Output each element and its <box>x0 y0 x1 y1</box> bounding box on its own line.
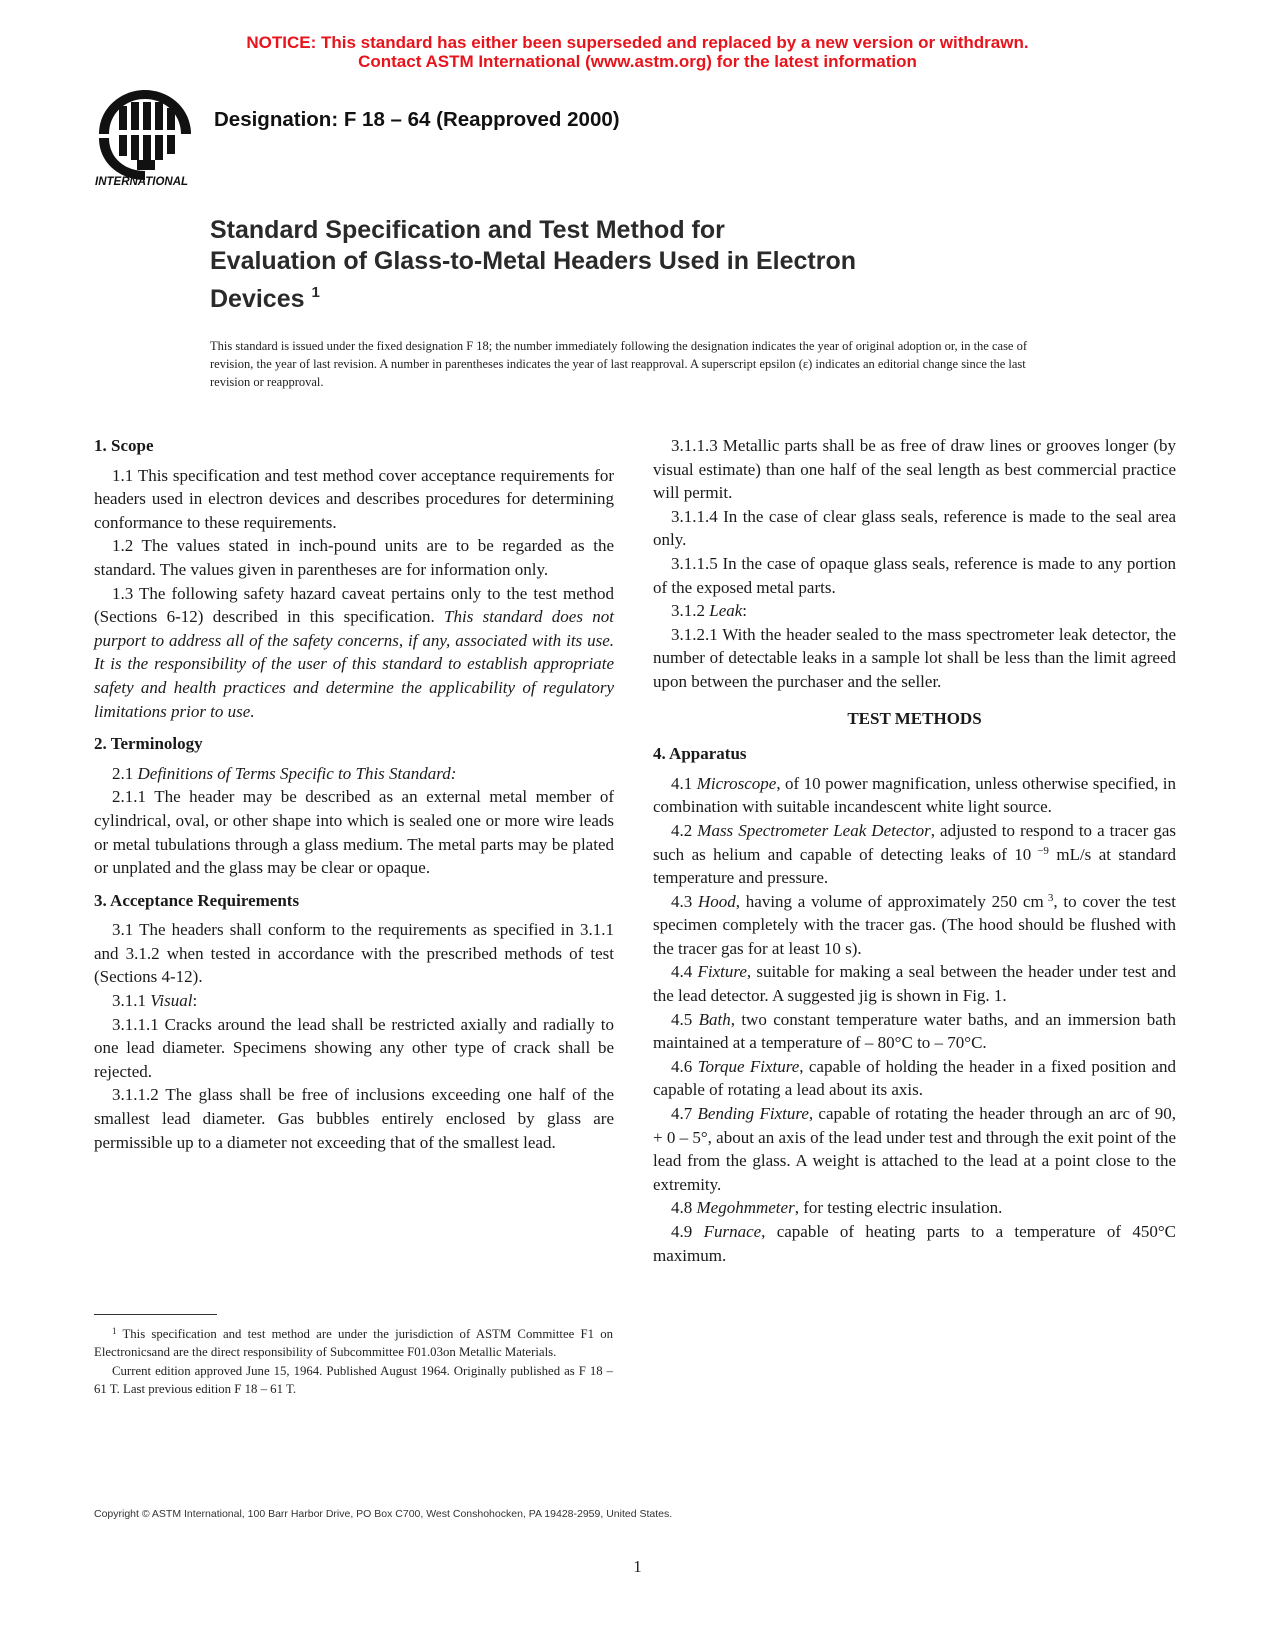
document-title <box>210 215 1110 315</box>
astm-logo-icon <box>93 86 198 186</box>
para-2-1-1: 2.1.1 The header may be described as an external metal member of cylindrical, oval, or other shape into which is sealed one or more wire leads or metal tubulations through a glass medium. The metal parts may be plated or unplated and the glass may be clear or opaque. <box>94 787 614 878</box>
para-3-1-1: 3.1.1 Visual: <box>112 991 198 1011</box>
para-3-1-2: 3.1.2 Leak: <box>671 601 748 621</box>
title-footnote-mark: 1 <box>311 284 320 301</box>
para-2-1: 2.1 Definitions of Terms Specific to This Standard: <box>112 763 457 783</box>
para-4-9: 4.9 Furnace, capable of heating parts to a temperature of 450°C maximum. <box>653 1222 1177 1265</box>
footnote-1: $^1$ This specification and test method are under the jurisdiction of ASTM Committee F1 on Electronicsand are the direct responsibility of Subcommittee F01.03on Metallic Materials. <box>94 1326 613 1360</box>
para-3-1-2-1: 3.1.2.1 With the header sealed to the mass spectrometer leak detector, the number of detectable leaks in a sample lot shall be less than the limit agreed upon between the purchaser and the seller. <box>653 624 1176 691</box>
test-methods-heading: TEST METHODS <box>847 708 982 728</box>
issued-note: This standard is issued under the fixed designation F 18; the number immediately following the designation indicates the year of original adoption or, in the case of revision, the year of last revision. A number in parentheses indicates the year of last reapproval. A superscript epsilon (ε) indicates an editorial change since the last revision or reapproval. <box>210 339 1028 389</box>
para-4-1: 4.1 Microscope, of 10 power magnification, unless otherwise specified, in combination with suitable incandescent white light source. <box>653 773 1177 817</box>
para-4-4: 4.4 Fixture, suitable for making a seal between the header under test and the lead detector. A suggested jig is shown in Fig. 1. <box>653 962 1177 1006</box>
para-4-6: 4.6 Torque Fixture, capable of holding the header in a fixed position and capable of rotating a lead about its axis. <box>653 1056 1176 1100</box>
notice-line-2: Contact ASTM International (www.astm.org) for the latest information <box>358 52 917 71</box>
para-4-5: 4.5 Bath, two constant temperature water baths, and an immersion bath maintained at a temperature of – 80°C to – 70°C. <box>653 1009 1176 1053</box>
notice-line-1: NOTICE: This standard has either been superseded and replaced by a new version or withdrawn. <box>246 33 1029 52</box>
para-4-2: 4.2 Mass Spectrometer Leak Detector, adjusted to respond to a tracer gas such as helium and capable of detecting leaks of 10 $^{-9}$ mL/s at standard temperature and pressure. <box>653 820 1177 888</box>
para-4-8: 4.8 Megohmmeter, for testing electric insulation. <box>671 1198 1003 1218</box>
footnote-divider <box>94 1314 217 1315</box>
page-number: 1 <box>633 1557 642 1576</box>
designation: Designation: F 18 – 64 (Reapproved 2000) <box>214 108 620 131</box>
para-4-3: 4.3 Hood, having a volume of approximately 250 cm $^3$, to cover the test specimen completely with the tracer gas. (The hood should be flushed with the tracer gas for at least 10 s). <box>653 891 1176 958</box>
section-4-heading: 4. Apparatus <box>653 744 747 764</box>
title-line-2: Evaluation of Glass-to-Metal Headers Used in Electron <box>210 247 856 275</box>
copyright: Copyright © ASTM International, 100 Barr Harbor Drive, PO Box C700, West Conshohocken, PA 19428-2959, United States. <box>94 1508 673 1520</box>
para-3-1-1-2: 3.1.1.2 The glass shall be free of inclusions exceeding one half of the smallest lead diameter. Gas bubbles entirely enclosed by glass are permissible up to a diameter not exceeding that of the smallest lead. <box>94 1085 614 1152</box>
para-3-1-1-4: 3.1.1.4 In the case of clear glass seals, reference is made to the seal area only. <box>653 506 1176 550</box>
right-column <box>653 434 1176 1267</box>
section-2-heading: 2. Terminology <box>94 734 203 754</box>
para-1-3: 1.3 The following safety hazard caveat pertains only to the test method (Sections 6-12) described in this specification. This standard does not purport to address all of the safety concerns, if any, associated with its use. It is the responsibility of the user of this standard to establish appropriate safety and health practices and determine the applicability of regulatory limitations prior to use. <box>94 583 614 721</box>
logo-international-text: INTERNATIONAL <box>95 176 189 186</box>
section-3-heading: 3. Acceptance Requirements <box>94 890 300 910</box>
title-line-3: Devices <box>210 285 305 313</box>
footnote-edition: Current edition approved June 15, 1964. Published August 1964. Originally published as F 18 – 61 T. Last previous edition F 18 – 61 T. <box>94 1363 613 1397</box>
safety-caveat: This standard does not purport to address all of the safety concerns, if any, associated with its use. It is the responsibility of the user of this standard to establish appropriate safety and health practices and determine the applicability of regulatory limitations prior to use. <box>94 607 614 721</box>
left-column <box>94 434 614 1154</box>
para-3-1-1-1: 3.1.1.1 Cracks around the lead shall be restricted axially and radially to one lead diameter. Specimens showing any other type of crack shall be rejected. <box>94 1014 614 1081</box>
para-1-1: 1.1 This specification and test method cover acceptance requirements for headers used in electron devices and describes procedures for determining conformance to these requirements. <box>94 465 614 532</box>
para-3-1: 3.1 The headers shall conform to the requirements as specified in 3.1.1 and 3.1.2 when tested in accordance with the prescribed methods of test (Sections 4-12). <box>94 920 614 987</box>
para-3-1-1-3: 3.1.1.3 Metallic parts shall be as free of draw lines or grooves longer (by visual estimate) than one half of the seal length as best commercial practice will permit. <box>653 436 1176 503</box>
para-4-7: 4.7 Bending Fixture, capable of rotating the header through an arc of 90, + 0 – 5°, about an axis of the lead under test and through the exit point of the lead from the glass. A weight is attached to the lead at a point close to the extremity. <box>653 1104 1176 1194</box>
withdrawal-notice <box>0 33 1275 71</box>
title-line-1: Standard Specification and Test Method for <box>210 216 725 244</box>
section-1-heading: 1. Scope <box>94 436 154 455</box>
para-3-1-1-5: 3.1.1.5 In the case of opaque glass seals, reference is made to any portion of the exposed metal parts. <box>653 553 1176 597</box>
footnote <box>94 1325 613 1399</box>
para-1-2: 1.2 The values stated in inch-pound units are to be regarded as the standard. The values given in parentheses are for information only. <box>94 536 614 579</box>
